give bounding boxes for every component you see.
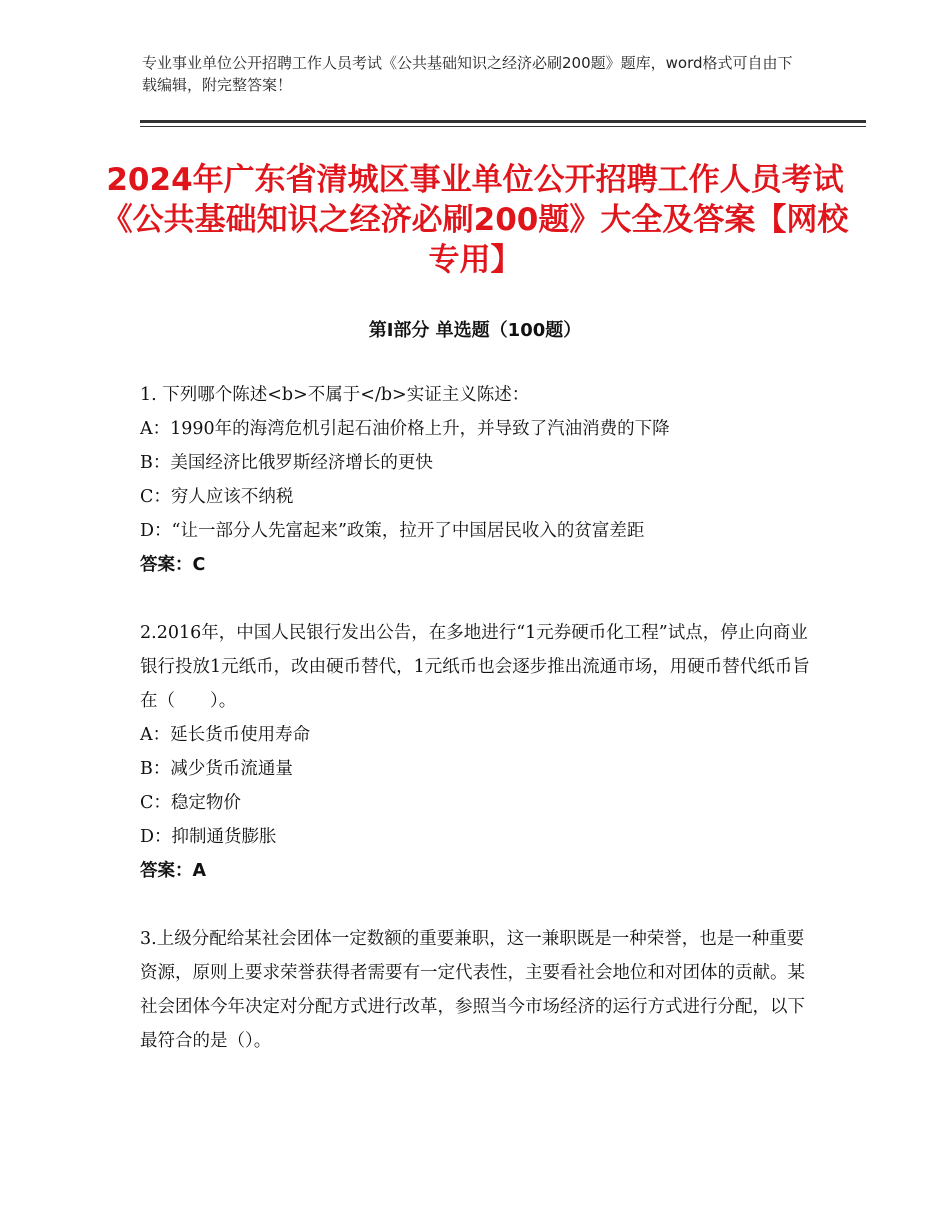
option-c: C：稳定物价 <box>140 793 241 813</box>
question-2 <box>140 616 810 888</box>
question-stem: 3.上级分配给某社会团体一定数额的重要兼职，这一兼职既是一种荣誉，也是一种重要资源，原则上要求荣誉获得者需要有一定代表性，主要看社会地位和对团体的贡献。某社会团体今年决定对分配方式进行改革，参照当今市场经济的运行方式进行分配，以下最符合的是（）。 <box>140 929 805 1051</box>
header-rule-thin <box>140 126 866 127</box>
header-rule-thick <box>140 120 866 123</box>
header-note: 专业事业单位公开招聘工作人员考试《公共基础知识之经济必刷200题》题库，word格式可自由下载编辑，附完整答案！ <box>142 54 793 94</box>
question-1 <box>140 378 810 582</box>
question-stem: 2.2016年，中国人民银行发出公告，在多地进行“1元券硬币化工程”试点，停止向商业银行投放1元纸币，改由硬币替代，1元纸币也会逐步推出流通市场，用硬币替代纸币旨在（ ）。 <box>140 623 810 711</box>
option-c: C：穷人应该不纳税 <box>140 487 294 507</box>
question-stem: 1. 下列哪个陈述<b>不属于</b>实证主义陈述： <box>140 385 530 405</box>
answer: 答案：C <box>140 555 206 575</box>
option-b: B：减少货币流通量 <box>140 759 293 779</box>
document-title: 2024年广东省清城区事业单位公开招聘工作人员考试《公共基础知识之经济必刷200题》大全及答案【网校专用】 <box>101 162 849 278</box>
option-b: B：美国经济比俄罗斯经济增长的更快 <box>140 453 433 473</box>
question-3 <box>140 922 810 1058</box>
spacer <box>140 582 810 616</box>
section-title: 第Ⅰ部分 单选题（100题） <box>368 320 582 341</box>
question-list <box>140 378 810 1058</box>
option-d: D：抑制通货膨胀 <box>140 827 277 847</box>
spacer <box>140 888 810 922</box>
option-a: A：延长货币使用寿命 <box>140 725 311 745</box>
answer: 答案：A <box>140 861 207 881</box>
option-d: D：“让一部分人先富起来”政策，拉开了中国居民收入的贫富差距 <box>140 521 645 541</box>
option-a: A：1990年的海湾危机引起石油价格上升，并导致了汽油消费的下降 <box>140 419 670 439</box>
